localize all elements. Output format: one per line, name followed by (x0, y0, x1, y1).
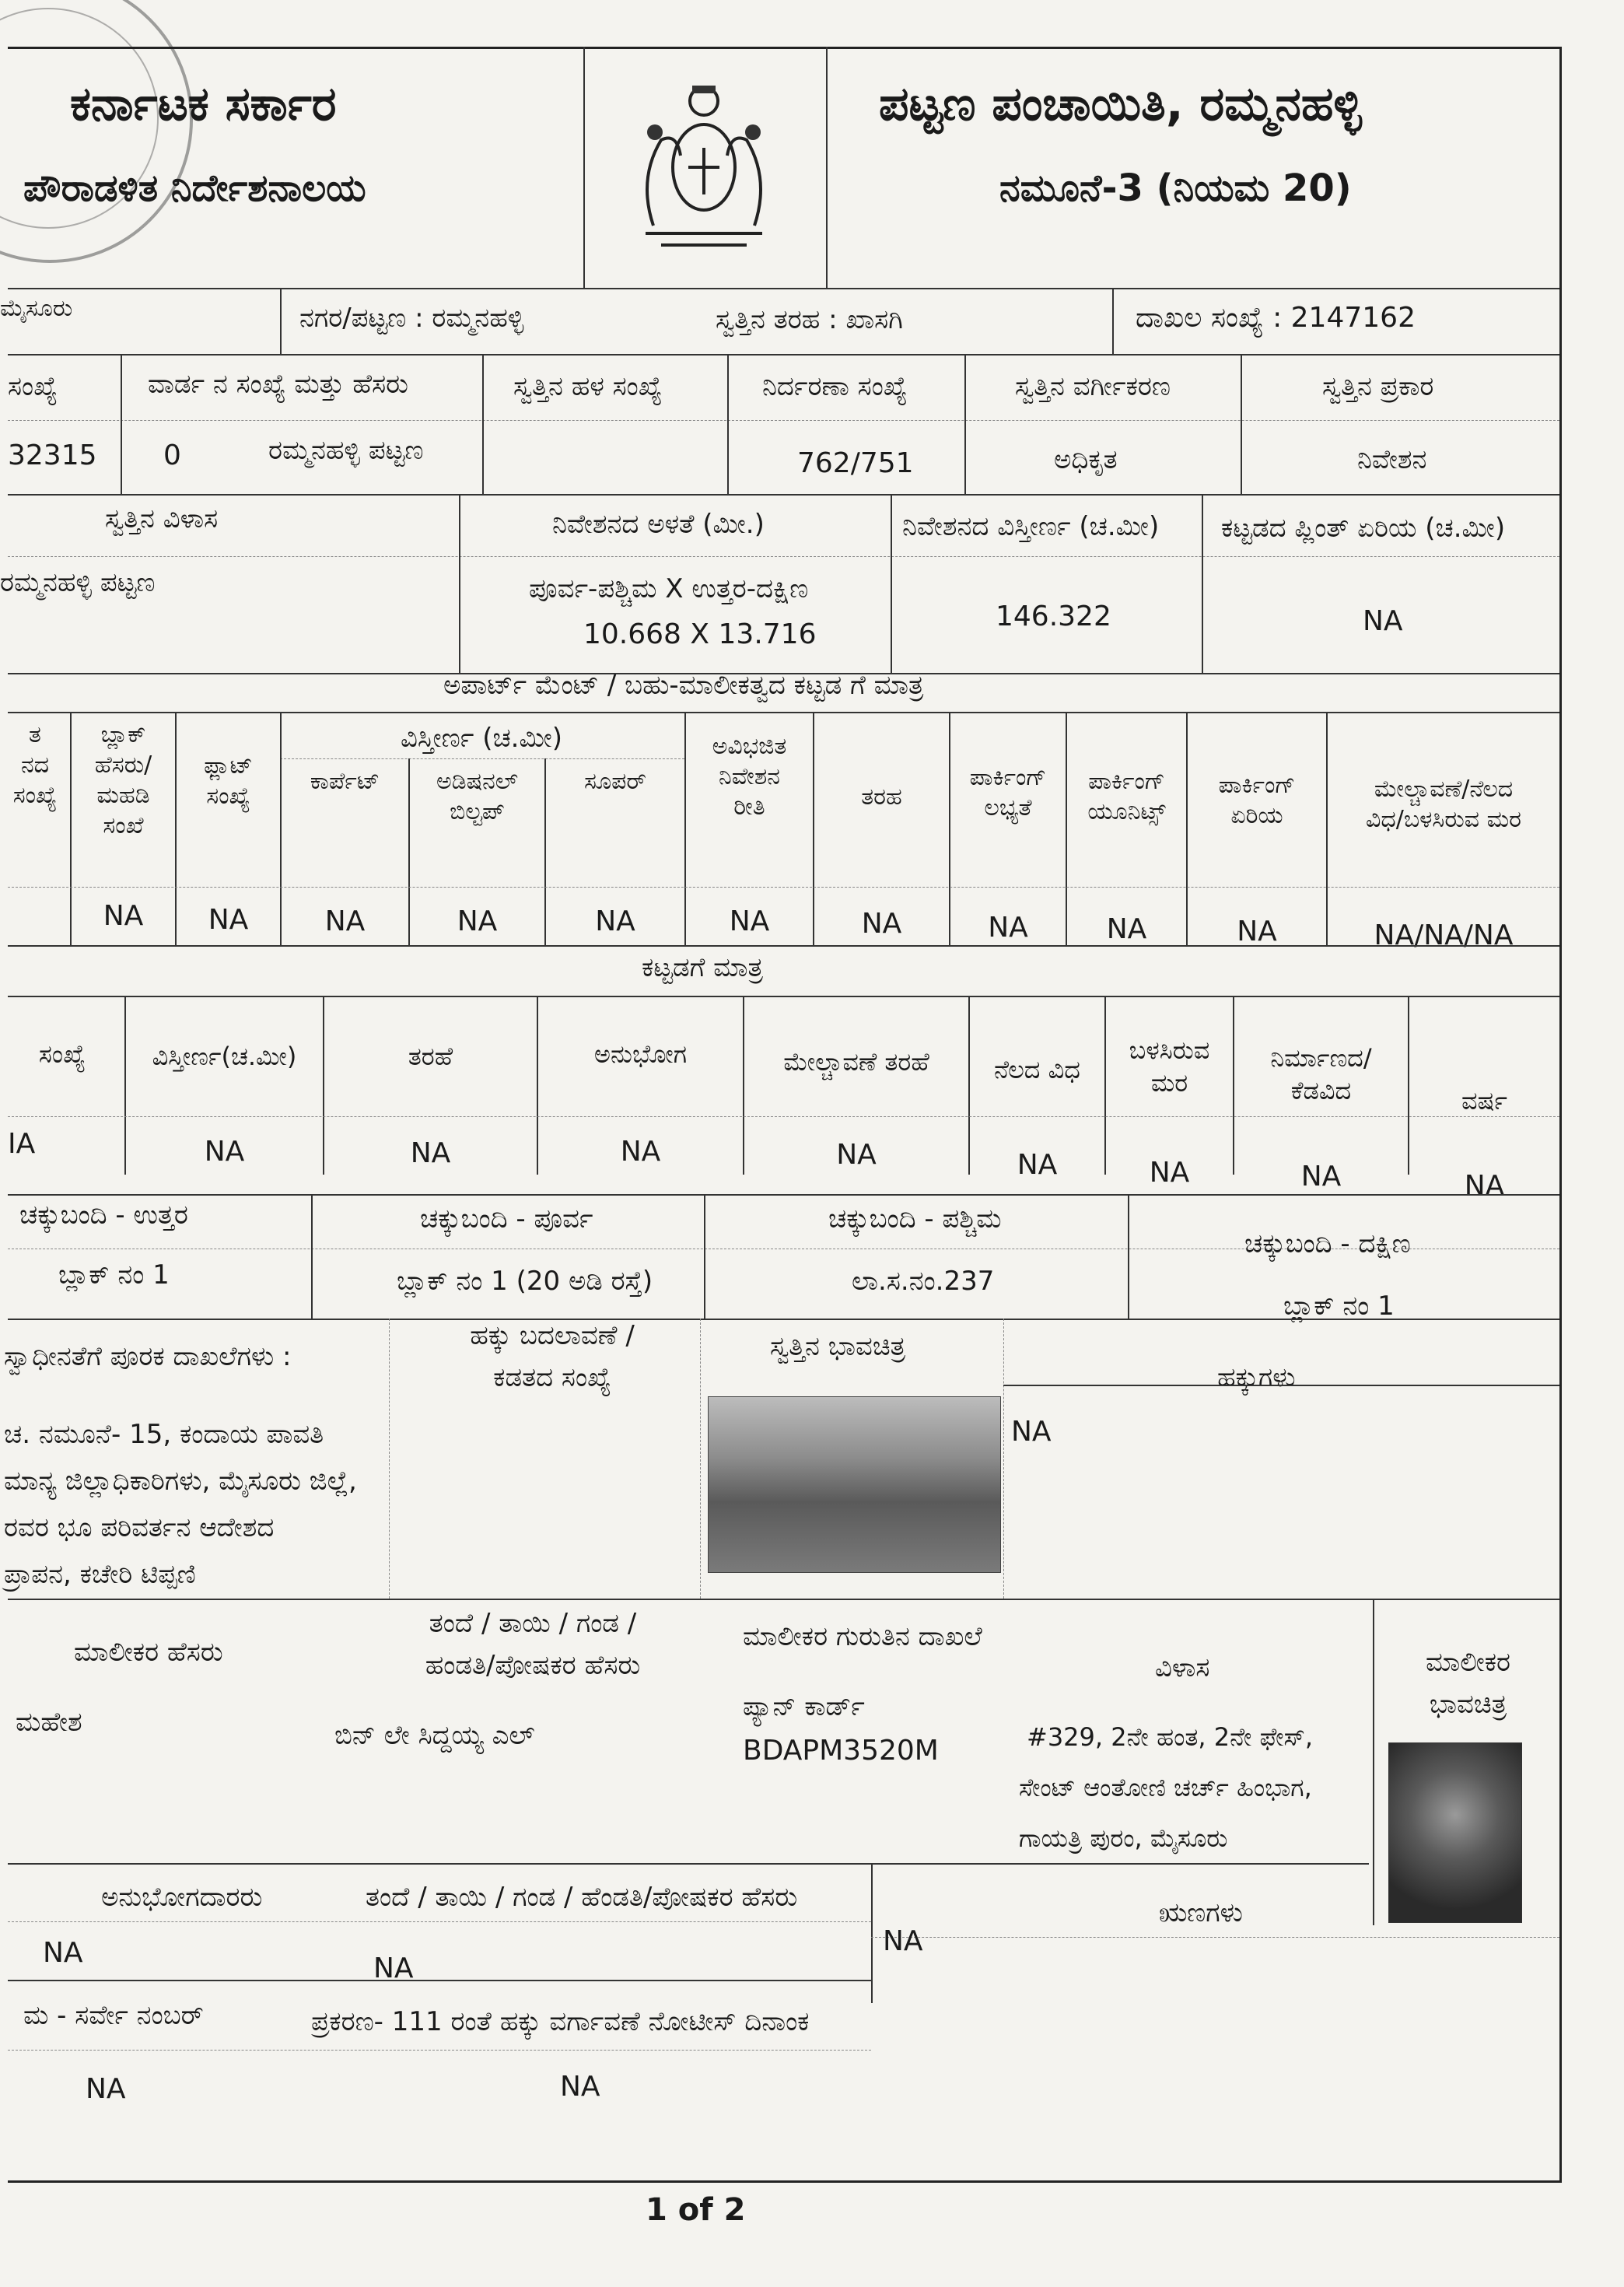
doc-line-3: ರವರ ಭೂ ಪರಿವರ್ತನ ಆದೇಶದ (4, 1512, 275, 1543)
occupant-relative-value: NA (373, 1953, 414, 1984)
apt-flat-value: NA (208, 904, 249, 936)
owner-address-line-1: #329, 2ನೇ ಹಂತ, 2ನೇ ಫೇಸ್, (1027, 1722, 1314, 1752)
encumbrances-value: NA (883, 1925, 923, 1957)
ward-number: 0 (163, 440, 181, 471)
panchayat-title: ಪಟ್ಟಣ ಪಂಚಾಯಿತಿ, ರಮ್ಮನಹಳ್ಳಿ (879, 77, 1362, 131)
transfer-notice-date-value: NA (560, 2071, 600, 2103)
directorate-title: ಪೌರಾಡಳಿತ ನಿರ್ದೇಶನಾಲಯ (23, 166, 366, 210)
property-type-field: ಸ್ವತ್ತಿನ ತರಹ : ಖಾಸಗಿ (716, 304, 903, 335)
page-number: 1 of 2 (646, 2192, 746, 2228)
col-survey-number: ಮ - ಸರ್ವೇ ನಂಬರ್ (23, 2000, 204, 2031)
record-number: ದಾಖಲ ಸಂಖ್ಯೆ : 2147162 (1136, 302, 1416, 334)
col-owner-photo: ಮಾಲೀಕರ ಭಾವಚಿತ್ರ (1425, 1647, 1511, 1721)
boundary-south-label: ಚಕ್ಕುಬಂದಿ - ದಕ್ಷಿಣ (1244, 1228, 1411, 1259)
owner-address-line-3: ಗಾಯತ್ರಿ ಪುರಂ, ಮೈಸೂರು (1019, 1823, 1228, 1853)
survey-number-value: NA (86, 2073, 126, 2105)
owner-address-line-2: ಸೇಂಟ್ ಆಂತೋಣಿ ಚರ್ಚ್ ಹಿಂಭಾಗ, (1019, 1773, 1312, 1802)
state-government-title: ಕರ್ನಾಟಕ ಸರ್ಕಾರ (70, 77, 337, 131)
bldg-number-value: IA (8, 1128, 36, 1160)
col-block-floor: ಬ್ಲಾಕ್ ಹೆಸರು/ ಮಹಡಿ ಸಂಖೆ (94, 721, 152, 839)
bldg-floor-value: NA (1017, 1149, 1058, 1181)
col-additional-builtup: ಅಡಿಷನಲ್ ಬಿಲ್ಟಪ್ (436, 768, 518, 825)
assessment-number: 762/751 (797, 447, 914, 479)
area-group-header: ವಿಸ್ತೀರ್ಣ (ಚ.ಮೀ) (401, 723, 563, 754)
seal-text: ಮೈಸೂರು (0, 295, 73, 322)
boundary-east-value: ಬ್ಲಾಕ್ ನಂ 1 (20 ಅಡಿ ರಸ್ತೆ) (397, 1266, 653, 1297)
col-number: ಸಂಖ್ಯೆ (8, 371, 58, 402)
col-owner-name: ಮಾಲೀಕರ ಹೆಸರು (74, 1637, 223, 1668)
bldg-usage-value: NA (620, 1136, 661, 1168)
col-apt-type: ತರಹ (861, 783, 902, 811)
karnataka-emblem-icon (607, 70, 801, 257)
boundary-east-label: ಚಕ್ಕುಬಂದಿ - ಪೂರ್ವ (420, 1203, 593, 1235)
col-carpet: ಕಾರ್ಪೆಟ್ (310, 768, 380, 795)
property-number: 32315 (8, 440, 97, 471)
building-section-title: ಕಟ್ಟಡಗೆ ಮಾತ್ರ (642, 952, 763, 983)
col-plinth-area: ಕಟ್ಟಡದ ಪ್ಲಿಂತ್ ಏರಿಯ (ಚ.ಮೀ) (1221, 513, 1506, 544)
occupant-value: NA (43, 1937, 83, 1969)
apt-parking-availability-value: NA (988, 912, 1028, 944)
col-bldg-number: ಸಂಖ್ಯೆ (38, 1039, 86, 1069)
apt-undivided-value: NA (729, 905, 770, 937)
apt-super-value: NA (595, 905, 635, 937)
doc-line-1: ಚ. ನಮೂನೆ- 15, ಕಂದಾಯ ಪಾವತಿ (4, 1419, 324, 1450)
property-photo-header: ಸ್ವತ್ತಿನ ಭಾವಚಿತ್ರ (770, 1331, 906, 1362)
apartment-section-title: ಅಪಾರ್ಟ್ ಮೆಂಟ್ / ಬಹು-ಮಾಲೀಕತ್ವದ ಕಟ್ಟಡ ಗೆ ಮಾತ್ರ (443, 670, 924, 701)
col-bldg-wood: ಬಳಸಿರುವ ಮರ (1129, 1035, 1210, 1098)
boundary-west-value: ಲಾ.ಸ.ನಂ.237 (852, 1266, 995, 1297)
col-flat-number: ಫ್ಲಾಟ್ ಸಂಖ್ಯೆ (204, 752, 253, 810)
apt-parking-units-value: NA (1106, 913, 1147, 945)
col-assessment-number: ನಿರ್ದರಣಾ ಸಂಖ್ಯೆ (762, 371, 908, 402)
col-bldg-floor: ನೆಲದ ವಿಧ (994, 1055, 1080, 1084)
col-occupant-relative: ತಂದೆ / ತಾಯಿ / ಗಂಡ / ಹೆಂಡತಿ/ಪೋಷಕರ ಹೆಸರು (366, 1882, 798, 1913)
property-photo (708, 1396, 1001, 1573)
col-address: ಸ್ವತ್ತಿನ ವಿಳಾಸ (105, 503, 219, 534)
owner-name: ಮಹೇಶ (16, 1707, 82, 1738)
site-area-value: 146.322 (996, 601, 1111, 632)
owner-relative-name: ಬಿನ್ ಲೇ ಸಿದ್ದಯ್ಯ ಎಲ್ (334, 1720, 535, 1751)
boundary-north-value: ಬ್ಲಾಕ್ ನಂ 1 (58, 1259, 170, 1291)
col-transfer-notice-date: ಪ್ರಕರಣ- 111 ರಂತೆ ಹಕ್ಕು ವರ್ಗಾವಣೆ ನೋಟೀಸ್ ದಿನಾಂಕ (311, 2006, 810, 2037)
col-property-kind: ಸ್ವತ್ತಿನ ಪ್ರಕಾರ (1322, 371, 1434, 402)
col-bldg-type: ತರಹೆ (408, 1042, 453, 1071)
col-owner-relative: ತಂದೆ / ತಾಯಿ / ಗಂಡ / ಹಂಡತಿ/ಪೋಷಕರ ಹೆಸರು (425, 1608, 641, 1682)
col-encumbrances: ಋಣಗಳು (1159, 1897, 1243, 1928)
form-number: ನಮೂನೆ-3 (ನಿಯಮ 20) (999, 166, 1352, 210)
owner-id-type: ಪ್ಯಾನ್ ಕಾರ್ಡ್ (743, 1691, 865, 1722)
bldg-roof-value: NA (836, 1139, 877, 1171)
boundary-north-label: ಚಕ್ಕುಬಂದಿ - ಉತ್ತರ (19, 1200, 188, 1231)
bldg-wood-value: NA (1149, 1157, 1190, 1189)
dimension-label: ಪೂರ್ವ-ಪಶ್ಚಿಮ X ಉತ್ತರ-ದಕ್ಷಿಣ (529, 573, 809, 604)
doc-line-4: ಪ್ರಾಪನ, ಕಚೇರಿ ಟಿಪ್ಪಣಿ (4, 1559, 196, 1590)
supporting-docs-header: ಸ್ವಾಧೀನತೆಗೆ ಪೂರಕ ದಾಖಲೆಗಳು : (4, 1341, 292, 1372)
doc-line-2: ಮಾನ್ಯ ಜಿಲ್ಲಾಧಿಕಾರಿಗಳು, ಮೈಸೂರು ಜಿಲ್ಲೆ, (4, 1466, 357, 1497)
col-occupant: ಅನುಭೋಗದಾರರು (101, 1882, 263, 1913)
apt-roof-floor-value: NA/NA/NA (1374, 919, 1514, 951)
apt-block-value: NA (103, 900, 144, 932)
ward-name: ರಮ್ಮನಹಳ್ಳಿ ಪಟ್ಟಣ (268, 435, 424, 466)
col-bldg-area: ವಿಸ್ತೀರ್ಣ(ಚ.ಮೀ) (152, 1042, 297, 1071)
apt-type-value: NA (861, 908, 902, 940)
rights-value: NA (1011, 1416, 1052, 1448)
col-bldg-year: ವರ್ಷ (1461, 1086, 1507, 1115)
dimension-value: 10.668 X 13.716 (583, 618, 817, 650)
col-site-area: ನಿವೇಶನದ ವಿಸ್ತೀರ್ಣ (ಚ.ಮೀ) (902, 511, 1160, 542)
col-bldg-built-demolished: ನಿರ್ಮಾಣದ/ ಕೆಡವಿದ (1270, 1043, 1372, 1105)
owner-photo (1388, 1742, 1522, 1923)
col-bldg-roof: ಮೇಲ್ಚಾವಣೆ ತರಹೆ (783, 1047, 929, 1077)
col-site-dimension: ನಿವೇಶನದ ಅಳತೆ (ಮೀ.) (552, 509, 765, 540)
col-roof-floor-wood: ಮೇಲ್ಚಾವಣೆ/ನೆಲದ ವಿಧ/ಬಳಸಿರುವ ಮರ (1366, 776, 1521, 833)
rights-header: ಹಕ್ಕುಗಳು (1217, 1362, 1296, 1393)
col-apt-number: ತ ನದ ಸಂಖ್ಯೆ (12, 721, 58, 809)
col-old-number: ಸ್ವತ್ತಿನ ಹಳ ಸಂಖ್ಯೆ (513, 371, 663, 402)
col-parking-availability: ಪಾರ್ಕಿಂಗ್ ಲಭ್ಯತೆ (969, 764, 1047, 821)
apt-parking-area-value: NA (1237, 916, 1277, 947)
bldg-type-value: NA (410, 1137, 451, 1169)
town-field: ನಗರ/ಪಟ್ಟಣ : ರಮ್ಮನಹಳ್ಳಿ (299, 303, 524, 334)
col-parking-area: ಪಾರ್ಕಿಂಗ್ ಏರಿಯ (1218, 772, 1296, 829)
col-classification: ಸ್ವತ್ತಿನ ವರ್ಗೀಕರಣ (1015, 371, 1171, 402)
property-kind-value: ನಿವೇಶನ (1357, 444, 1427, 475)
col-parking-units: ಪಾರ್ಕಿಂಗ್ ಯೂನಿಟ್ಸ್ (1087, 768, 1166, 825)
bldg-year-value: NA (1464, 1170, 1505, 1202)
apt-carpet-value: NA (324, 905, 366, 937)
col-bldg-usage: ಅನುಭೋಗ (593, 1039, 688, 1069)
owner-id-value: BDAPM3520M (743, 1735, 939, 1767)
classification-value: ಅಧಿಕೃತ (1054, 444, 1118, 475)
col-super: ಸೂಪರ್ (584, 768, 646, 795)
boundary-south-value: ಬ್ಲಾಕ್ ನಂ 1 (1283, 1291, 1395, 1322)
col-owner-address: ವಿಳಾಸ (1155, 1652, 1210, 1683)
mutation-file-header: ಹಕ್ಕು ಬದಲಾವಣೆ / ಕಡತದ ಸಂಖ್ಯೆ (470, 1320, 635, 1394)
col-owner-id: ಮಾಲೀಕರ ಗುರುತಿನ ದಾಖಲೆ (743, 1621, 982, 1652)
col-undivided-share: ಅವಿಭಜಿತ ನಿವೇಶನ ರೀತಿ (712, 733, 787, 821)
col-ward: ವಾರ್ಡ ನ ಸಂಖ್ಯೆ ಮತ್ತು ಹೆಸರು (148, 369, 408, 400)
bldg-built-value: NA (1300, 1161, 1342, 1193)
plinth-area-value: NA (1363, 605, 1403, 637)
bldg-area-value: NA (204, 1136, 245, 1168)
apt-additional-value: NA (457, 905, 498, 937)
property-address: ರಮ್ಮನಹಳ್ಳಿ ಪಟ್ಟಣ (0, 567, 156, 598)
boundary-west-label: ಚಕ್ಕುಬಂದಿ - ಪಶ್ಚಿಮ (828, 1203, 1002, 1235)
